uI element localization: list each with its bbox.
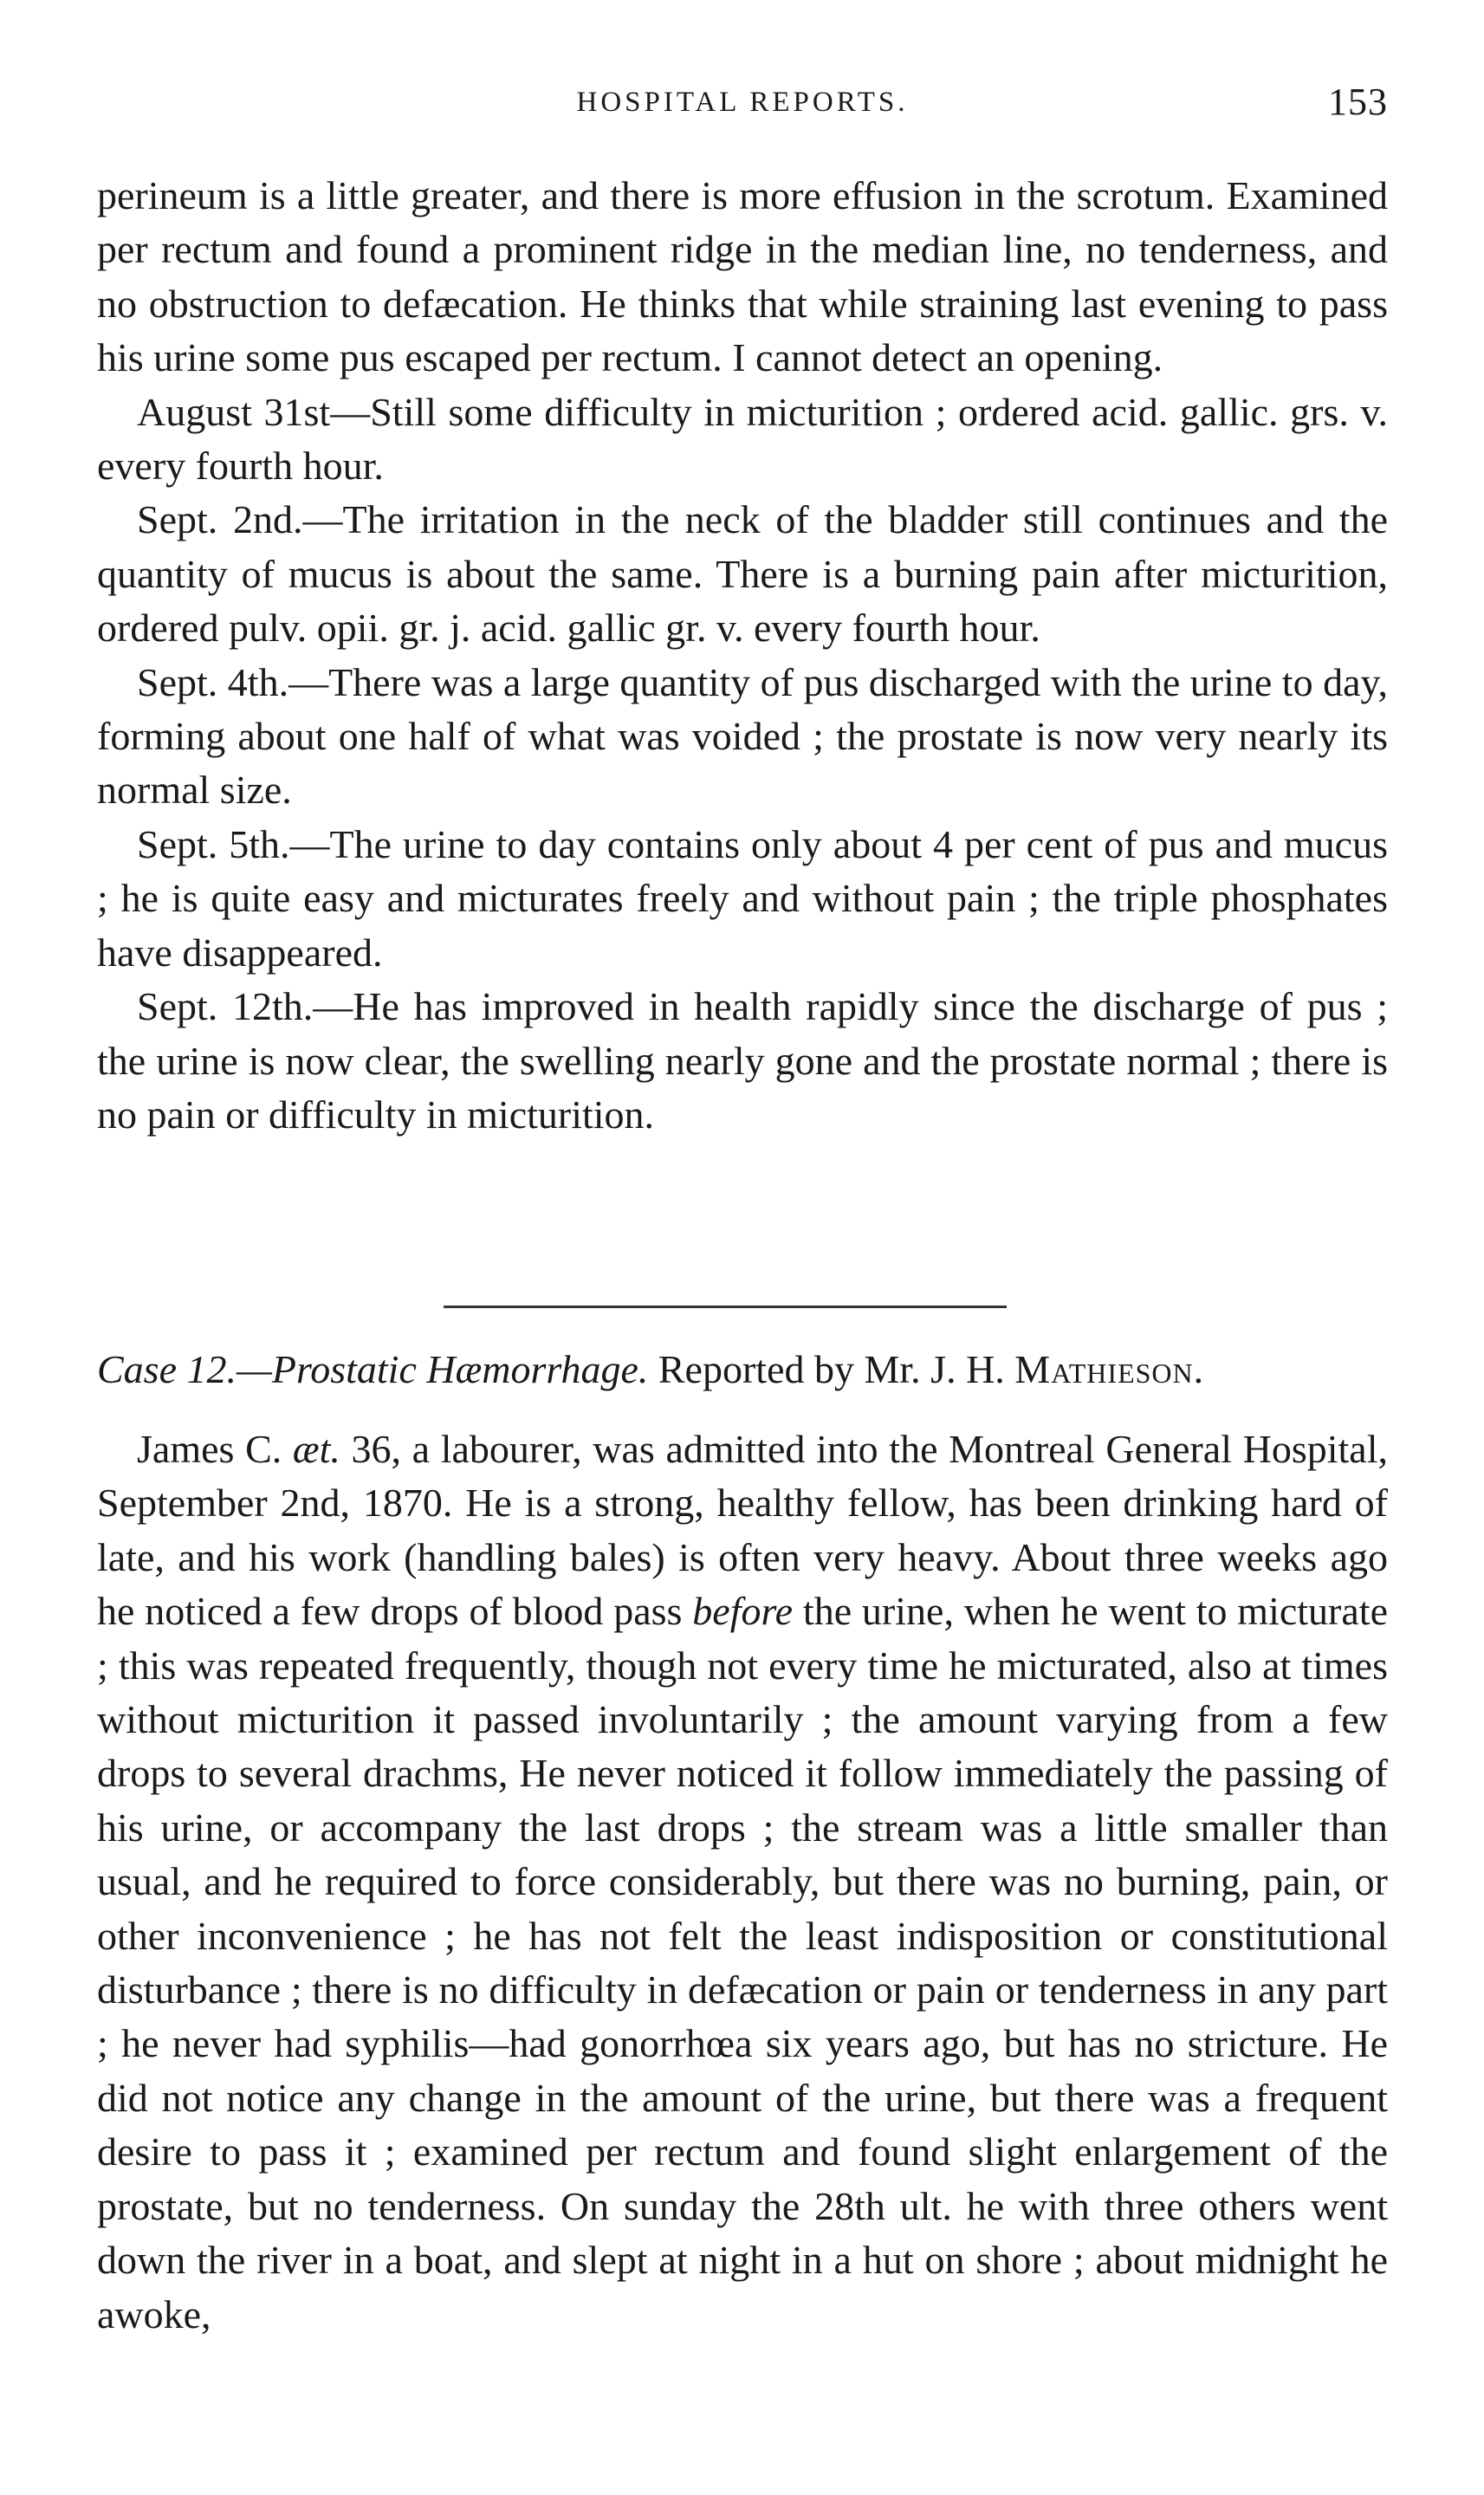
page-number: 153: [1328, 81, 1388, 123]
reporter-name: Mathieson.: [1014, 1347, 1205, 1391]
aet-abbreviation: æt.: [292, 1427, 340, 1471]
previous-case-continuation: [97, 169, 1388, 1142]
text-run: James C.: [137, 1427, 293, 1471]
case-heading: [97, 1343, 1388, 1397]
paragraph-sept-4: Sept. 4th.—There was a large quantity of pus discharged with the urine to day, forming about one half of what was voided ; the prostate is now very nearly its normal size.: [97, 659, 1388, 813]
paragraph-august-31: August 31st—Still some difficulty in micturition ; ordered acid. gallic. grs. v. every fourth hour.: [97, 389, 1388, 489]
text-run: the urine, when he went to micturate ; this was repeated frequently, though not every time he micturated, also at times without micturition it passed involuntarily ; the amount varying from a few drops to several drachms, He never noticed it follow immediately the passing of his urine, or accompany the last drops ; the stream was a little smaller than usual, and he required to force considerably, but there was no burning, pain, or other inconvenience ; he has not felt the least indisposition or constitutional disturbance ; there is no difficulty in defæcation or pain or tenderness in any part ; he never had syphilis—had gonorrhœa six years ago, but has no stricture. He did not notice any change in the amount of the urine, but there was a frequent desire to pass it ; examined per rectum and found slight enlargement of the prostate, but no tenderness. On sunday the 28th ult. he with three others went down the river in a boat, and slept at night in a hut on shore ; about midnight he awoke,: [97, 1589, 1388, 2336]
paragraph-sept-2: Sept. 2nd.—The irritation in the neck of the bladder still continues and the quantity of mucus is about the same. There is a burning pain after micturition, ordered pulv. opii. gr. j. acid. gallic gr. v. every fourth hour.: [97, 497, 1388, 651]
paragraph-perineum: perineum is a little greater, and there is more effusion in the scrotum. Examined per rectum and found a prominent ridge in the median line, no tenderness, and no obstruction to defæcation. He thinks that while straining last evening to pass his urine some pus escaped per rectum. I cannot detect an opening.: [97, 173, 1388, 380]
case-title: Prostatic Hæmorrhage.: [271, 1347, 649, 1391]
case-label: Case 12.—: [97, 1347, 272, 1391]
emphasis-before: before: [692, 1589, 794, 1634]
paragraph-sept-5: Sept. 5th.—The urine to day contains only about 4 per cent of pus and mucus ; he is quite easy and micturates freely and without pain ; the triple phosphates have disappeared.: [97, 821, 1388, 975]
reported-by: Reported by Mr. J. H.: [648, 1347, 1015, 1391]
text-run: 36, a labourer, was admitted into the Montreal General Hospital, September 2nd, 1870. He is a strong, healthy fellow, has been drinking hard of late, and his work (handling bales) is often very heavy. About three weeks ago he noticed a few drops of blood pass: [97, 1427, 1388, 1634]
paragraph-sept-12: Sept. 12th.—He has improved in health rapidly since the discharge of pus ; the urine is now clear, the swelling nearly gone and the prostate normal ; there is no pain or difficulty in micturition.: [97, 984, 1388, 1137]
case-12-body: [97, 1422, 1388, 2342]
running-head: [97, 80, 1388, 132]
paragraph-case-12: [97, 1422, 1388, 2342]
section-divider: [444, 1306, 1007, 1308]
running-title: HOSPITAL REPORTS.: [576, 87, 909, 118]
